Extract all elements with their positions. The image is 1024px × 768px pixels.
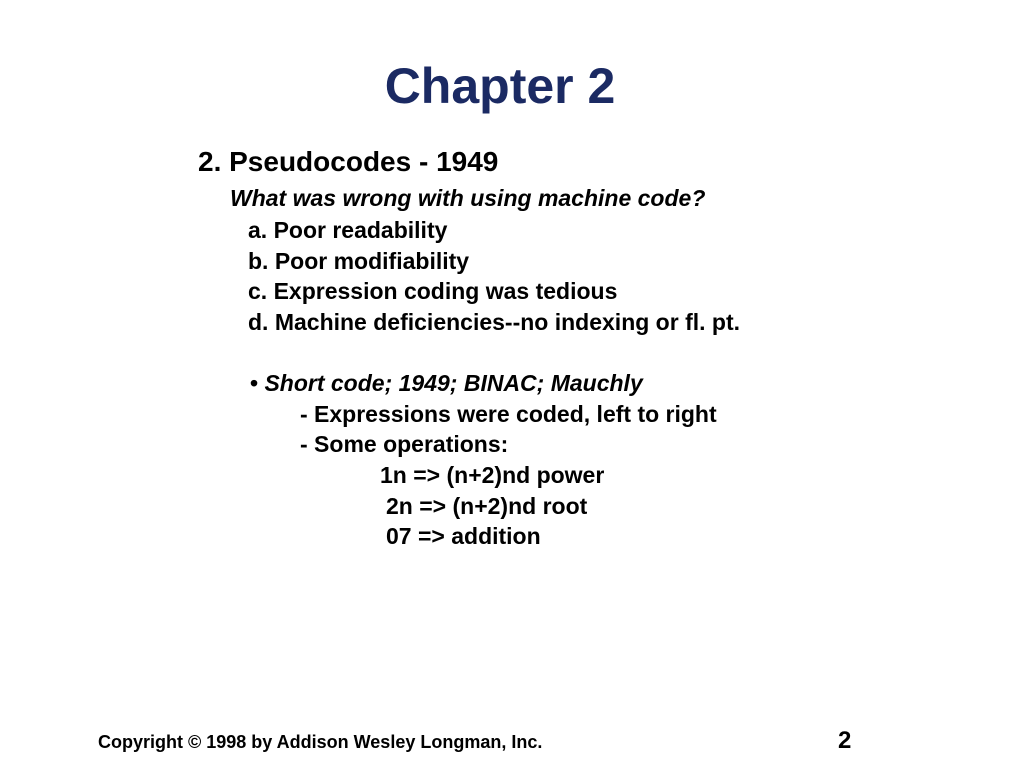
operation-root: 2n => (n+2)nd root [386, 493, 588, 519]
detail-expressions-coded: - Expressions were coded, left to right [300, 401, 717, 427]
problem-item-expression-coding: c. Expression coding was tedious [248, 278, 618, 304]
section-heading: 2. Pseudocodes - 1949 [198, 146, 499, 177]
bullet-text: Short code; 1949; BINAC; Mauchly [264, 370, 643, 396]
operation-power: 1n => (n+2)nd power [380, 462, 605, 488]
section-question: What was wrong with using machine code? [230, 185, 706, 211]
page-number: 2 [838, 727, 852, 754]
problem-item-machine-deficiencies: d. Machine deficiencies--no indexing or fl. pt. [248, 309, 740, 335]
bullet-short-code [250, 368, 643, 398]
footer-copyright: Copyright © 1998 by Addison Wesley Longman, Inc. [98, 732, 543, 752]
bullet-marker: • [250, 370, 259, 396]
operation-addition: 07 => addition [386, 523, 541, 549]
slide-title: Chapter 2 [384, 58, 616, 114]
detail-some-operations: - Some operations: [300, 431, 509, 457]
problem-item-modifiability: b. Poor modifiability [248, 248, 470, 274]
problem-item-readability: a. Poor readability [248, 217, 448, 243]
